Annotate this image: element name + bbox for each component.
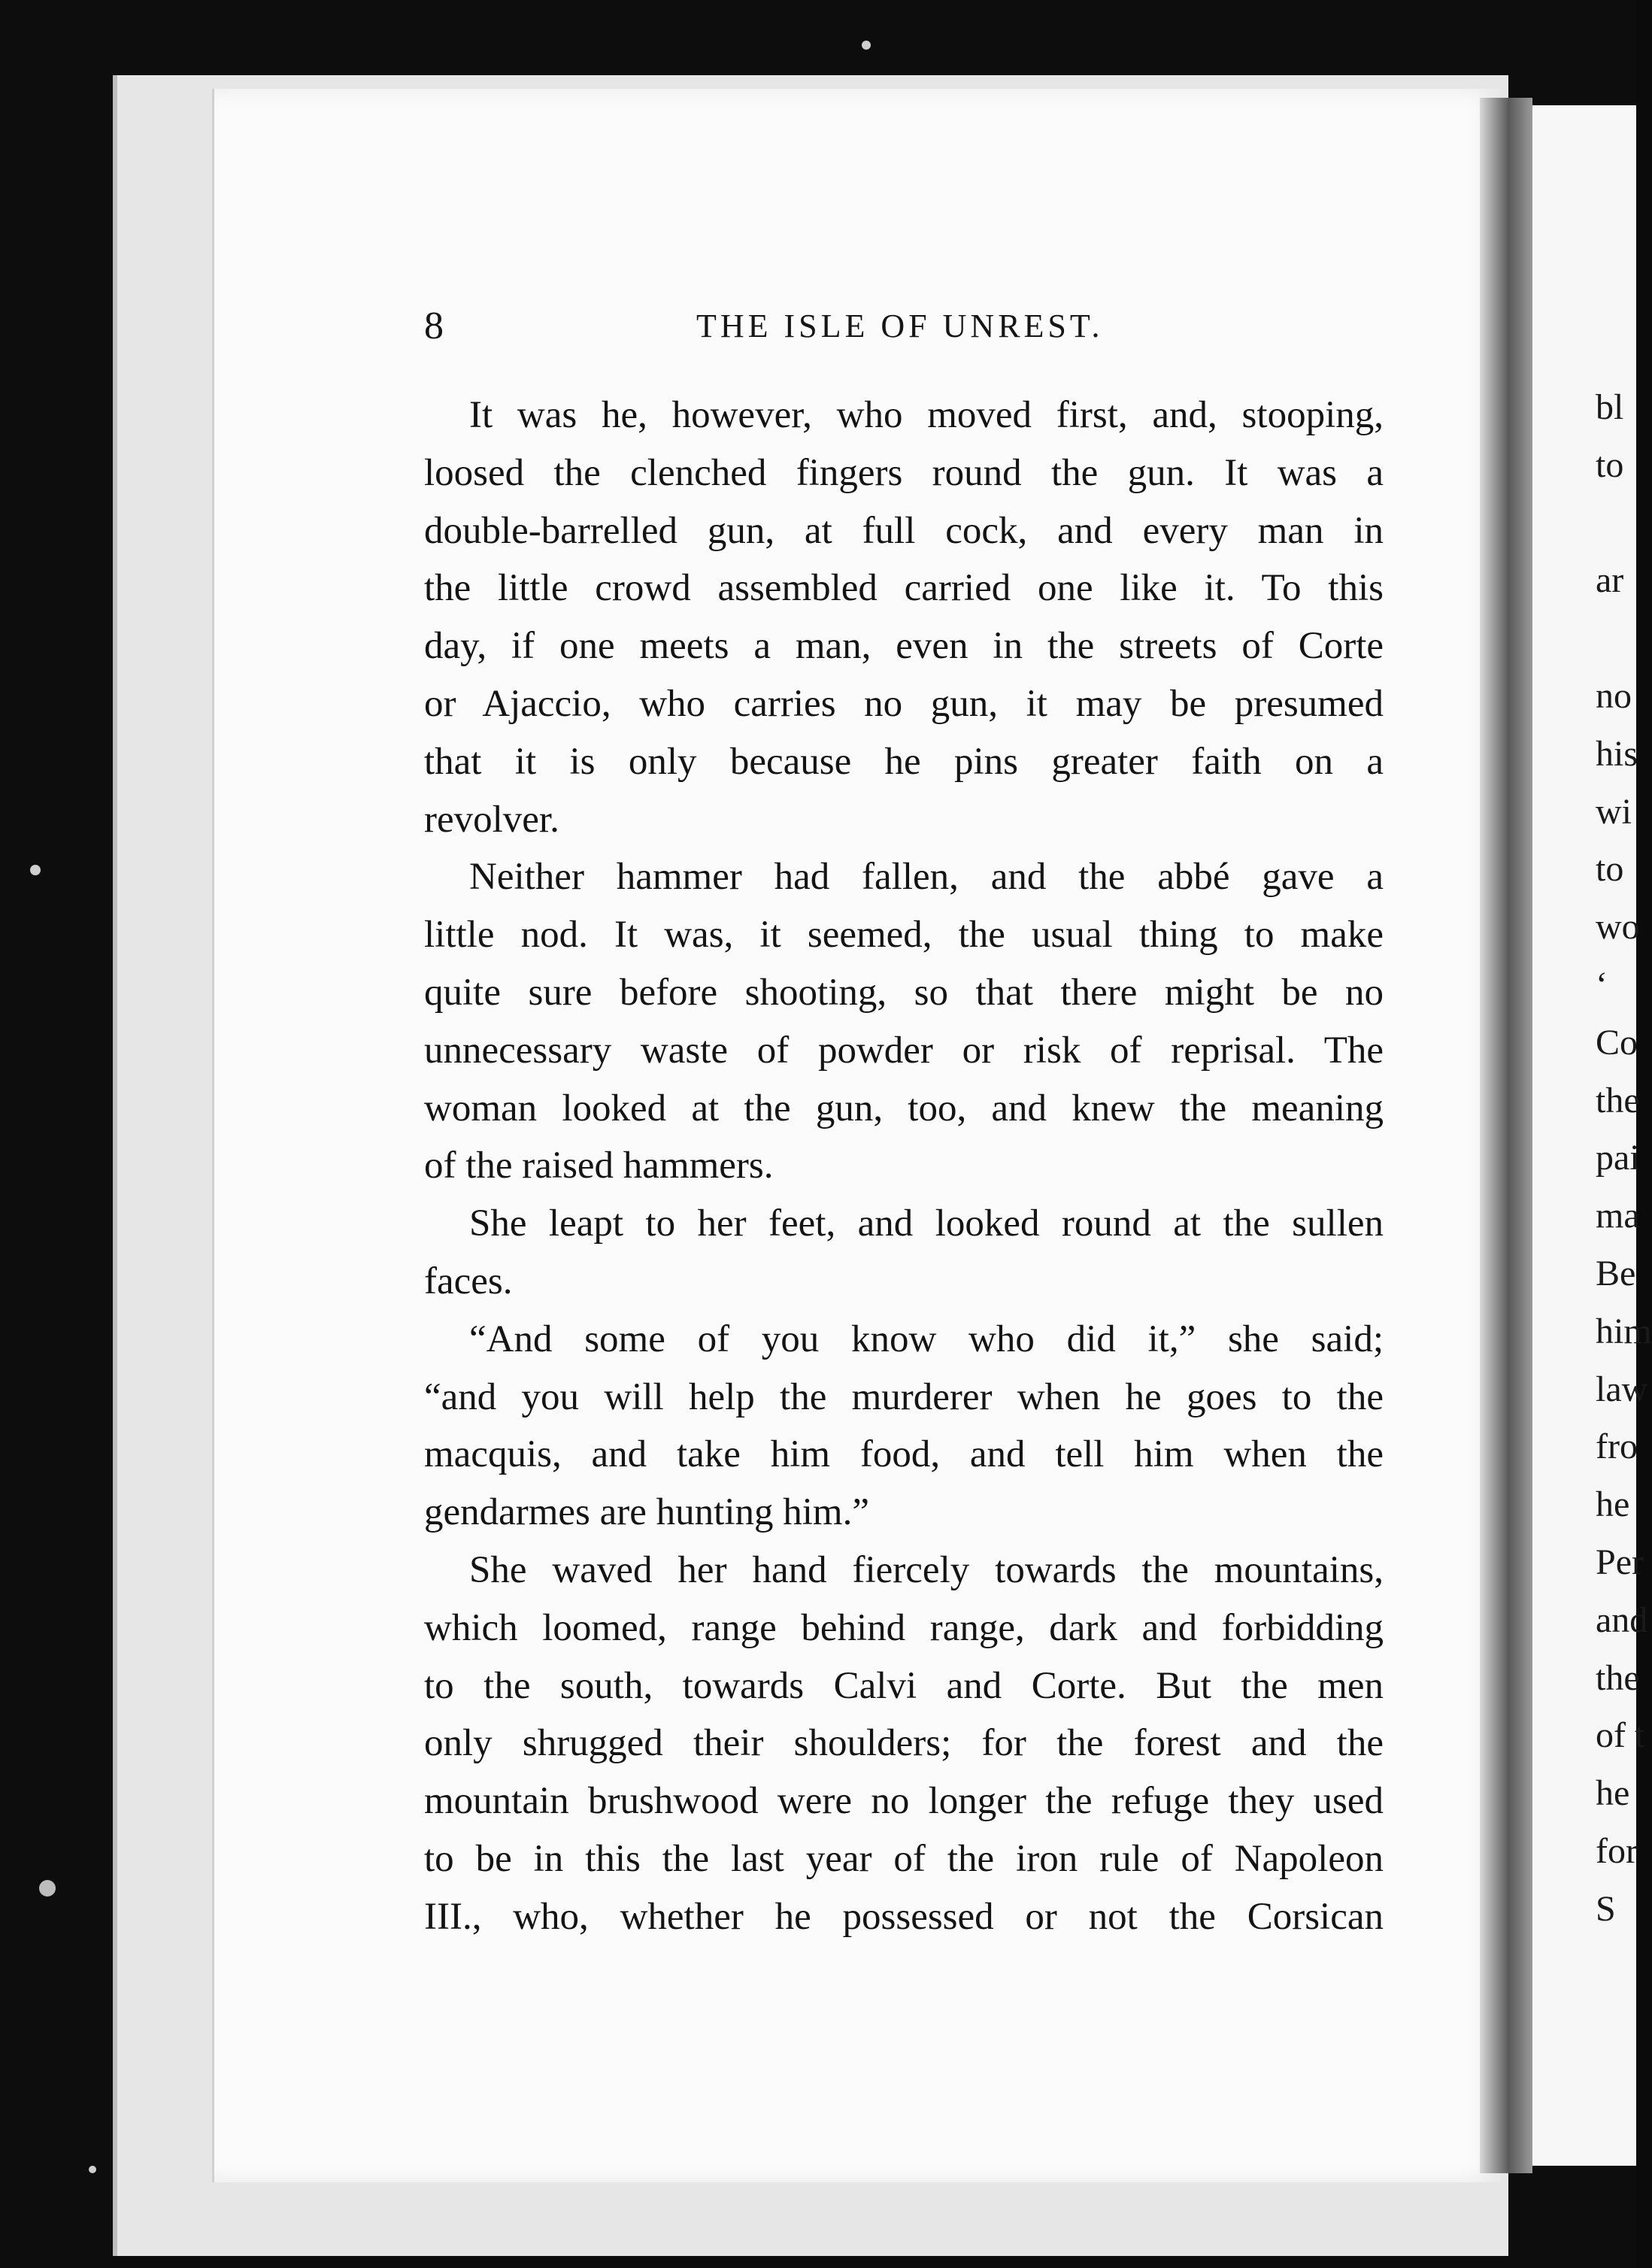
facing-page-fragment: and	[1596, 1599, 1648, 1640]
page-number: 8	[424, 305, 444, 347]
text-line: or Ajaccio, who carries no gun, it may be presumed	[424, 682, 1384, 725]
text-line: that it is only because he pins greater faith on a	[424, 740, 1384, 783]
facing-page-fragment: him	[1596, 1311, 1652, 1351]
facing-page-fragment: to	[1596, 849, 1624, 890]
text-line: gendarmes are hunting him.”	[424, 1491, 869, 1534]
text-line: She leapt to her feet, and looked round at the sullen	[469, 1202, 1384, 1245]
text-line: woman looked at the gun, too, and knew the meaning	[424, 1087, 1384, 1129]
facing-page-fragment: bl	[1596, 387, 1624, 427]
facing-page-fragment: his	[1596, 733, 1638, 774]
text-line: to be in this the last year of the iron rule of Napoleon	[424, 1837, 1384, 1880]
running-head-title: THE ISLE OF UNREST.	[696, 308, 1104, 344]
text-line: the little crowd assembled carried one like it. To this	[424, 567, 1384, 610]
text-line: “And some of you know who did it,” she said;	[469, 1317, 1384, 1360]
facing-page-fragment: the	[1596, 1657, 1640, 1698]
text-line: faces.	[424, 1260, 513, 1302]
text-line: revolver.	[424, 798, 559, 841]
text-line: to the south, towards Calvi and Corte. But the men	[424, 1664, 1384, 1707]
facing-page-fragment: ma	[1596, 1196, 1640, 1236]
facing-page-fragment: S	[1596, 1888, 1616, 1929]
facing-page-fragment: no	[1596, 676, 1632, 716]
facing-page-fragment: he	[1596, 1484, 1630, 1525]
text-line: only shrugged their shoulders; for the forest and the	[424, 1722, 1384, 1765]
text-line: Neither hammer had fallen, and the abbé gave a	[469, 856, 1384, 899]
facing-page-fragment: Per	[1596, 1542, 1644, 1582]
facing-page-fragment: ‘	[1596, 965, 1608, 1005]
text-line: day, if one meets a man, even in the streets of Corte	[424, 625, 1384, 668]
text-line: “and you will help the murderer when he goes to the	[424, 1375, 1384, 1418]
facing-page-fragment: for	[1596, 1831, 1638, 1871]
facing-page-fragment: he	[1596, 1773, 1630, 1814]
body-text	[424, 387, 1384, 1946]
facing-page-fragment: wi	[1596, 791, 1632, 832]
scan-speck	[862, 41, 871, 50]
book-gutter	[1480, 98, 1532, 2173]
facing-page-fragment: the	[1596, 1080, 1640, 1120]
facing-page-fragment: Co	[1596, 1022, 1638, 1063]
text-line: double-barrelled gun, at full cock, and every man in	[424, 509, 1384, 552]
text-line: unnecessary waste of powder or risk of reprisal. The	[424, 1029, 1384, 1072]
text-line: She waved her hand fiercely towards the mountains,	[469, 1548, 1384, 1591]
facing-page-fragment: of t	[1596, 1715, 1645, 1756]
text-line: loosed the clenched fingers round the gun. It was a	[424, 451, 1384, 494]
facing-page-fragment: pai	[1596, 1138, 1640, 1178]
facing-page-fragment: law	[1596, 1369, 1648, 1409]
facing-page-fragment: Be	[1596, 1254, 1636, 1293]
scan-speck	[89, 2166, 96, 2173]
facing-page	[1532, 105, 1652, 2166]
text-line: III., who, whether he possessed or not the Corsican	[424, 1895, 1384, 1938]
text-line: little nod. It was, it seemed, the usual thing to make	[424, 914, 1384, 957]
text-line: quite sure before shooting, so that there might be no	[424, 971, 1384, 1014]
scan-speck	[39, 1880, 56, 1897]
facing-page-fragment: to	[1596, 444, 1624, 485]
facing-page-fragment: fro	[1596, 1427, 1638, 1467]
text-line: of the raised hammers.	[424, 1145, 774, 1187]
text-line: mountain brushwood were no longer the refuge they used	[424, 1780, 1384, 1823]
text-line: It was he, however, who moved first, and, stooping,	[469, 394, 1384, 436]
text-line: macquis, and take him food, and tell him when the	[424, 1433, 1384, 1476]
scan-speck	[30, 865, 41, 875]
text-line: which loomed, range behind range, dark and forbidding	[424, 1606, 1384, 1649]
facing-page-fragment: wo	[1596, 907, 1640, 948]
facing-page-fragment: ar	[1596, 560, 1624, 601]
